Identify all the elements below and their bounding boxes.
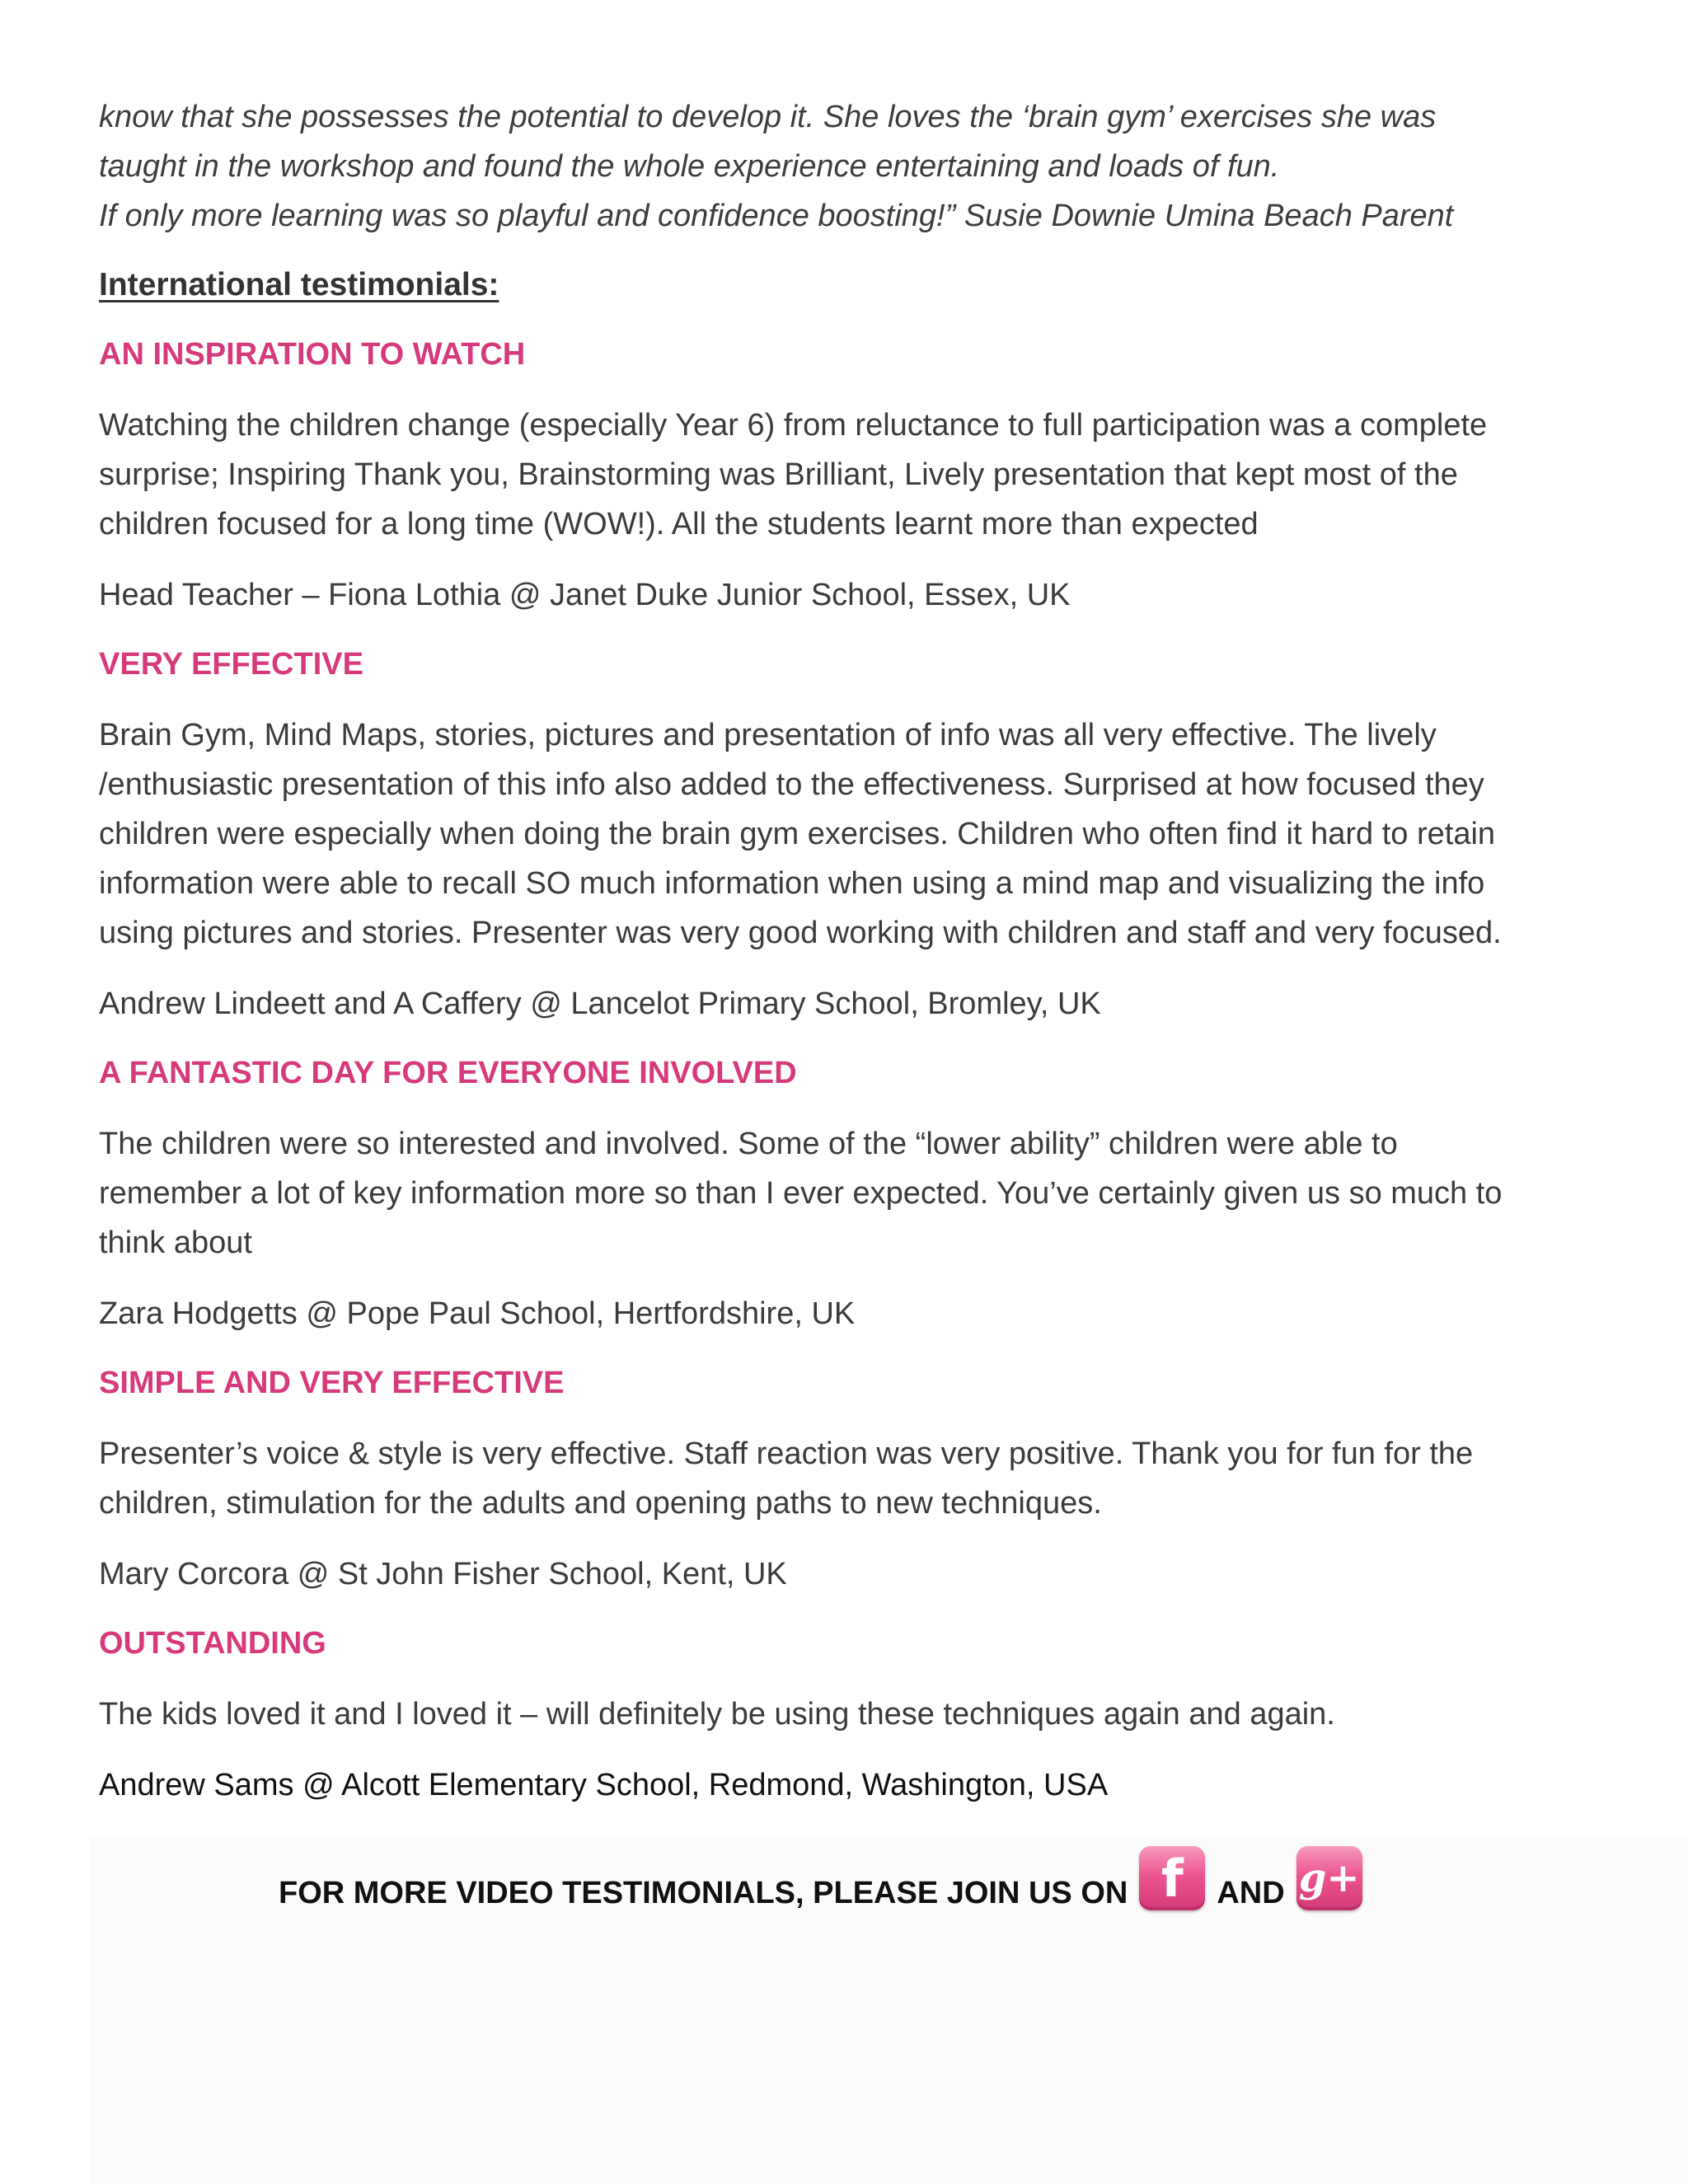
testimonial-line: think about: [99, 1226, 252, 1260]
testimonial-title: A FANTASTIC DAY FOR EVERYONE INVOLVED: [99, 1056, 797, 1090]
testimonial-line: /enthusiastic presentation of this info also added to the effectiveness. Surprised at how focused they: [99, 767, 1484, 802]
testimonial-body: [99, 710, 1607, 958]
testimonial-body: [99, 1429, 1607, 1528]
testimonial-author: Head Teacher – Fiona Lothia @ Janet Duke Junior School, Essex, UK: [99, 578, 1071, 612]
testimonial-title: OUTSTANDING: [99, 1626, 326, 1661]
google-plus-icon[interactable]: g+: [1296, 1846, 1362, 1910]
testimonial-author: Zara Hodgetts @ Pope Paul School, Hertfordshire, UK: [99, 1296, 856, 1331]
testimonial-line: The kids loved it and I loved it – will definitely be using these techniques again and again.: [99, 1697, 1335, 1732]
testimonial-body: [99, 1690, 1607, 1739]
testimonial-line: Brain Gym, Mind Maps, stories, pictures and presentation of info was all very effective. The lively: [99, 718, 1437, 752]
testimonial-body: [99, 1119, 1607, 1268]
cta-and-text: AND: [1217, 1875, 1285, 1910]
testimonial-line: children, stimulation for the adults and opening paths to new techniques.: [99, 1486, 1102, 1521]
testimonial-title: SIMPLE AND VERY EFFECTIVE: [99, 1366, 565, 1400]
testimonial-line: Watching the children change (especially Year 6) from reluctance to full participation was a complete: [99, 408, 1488, 443]
testimonial-body: [99, 401, 1607, 549]
testimonial-author: Andrew Lindeett and A Caffery @ Lancelot Primary School, Bromley, UK: [99, 987, 1101, 1021]
testimonial-line: Presenter’s voice & style is very effective. Staff reaction was very positive. Thank you for fun for the: [99, 1436, 1474, 1471]
testimonial-line: The children were so interested and involved. Some of the “lower ability” children were able to: [99, 1127, 1398, 1161]
intro-quote: [99, 92, 1607, 241]
intro-line: know that she possesses the potential to develop it. She loves the ‘brain gym’ exercises she was: [99, 100, 1437, 134]
section-heading: International testimonials:: [99, 267, 499, 302]
intro-line: taught in the workshop and found the whole experience entertaining and loads of fun.: [99, 149, 1280, 184]
testimonial-author: Andrew Sams @ Alcott Elementary School, Redmond, Washington, USA: [99, 1768, 1109, 1802]
testimonial-title: AN INSPIRATION TO WATCH: [99, 337, 526, 372]
testimonial-line: using pictures and stories. Presenter was very good working with children and staff and very focused.: [99, 916, 1502, 950]
testimonial-author: Mary Corcora @ St John Fisher School, Kent, UK: [99, 1557, 787, 1591]
testimonial-line: children were especially when doing the brain gym exercises. Children who often find it hard to retain: [99, 817, 1496, 851]
facebook-icon[interactable]: f: [1139, 1846, 1205, 1910]
testimonial-title: VERY EFFECTIVE: [99, 647, 363, 682]
cta-text: FOR MORE VIDEO TESTIMONIALS, PLEASE JOIN US ON: [279, 1875, 1128, 1910]
testimonial-line: information were able to recall SO much information when using a mind map and visualizing the info: [99, 866, 1485, 901]
testimonial-line: children focused for a long time (WOW!). All the students learnt more than expected: [99, 507, 1259, 541]
social-cta: [279, 1848, 1374, 1930]
testimonial-line: surprise; Inspiring Thank you, Brainstorming was Brilliant, Lively presentation that kept most of the: [99, 457, 1458, 492]
page-content: [99, 92, 1607, 1810]
intro-line: If only more learning was so playful and confidence boosting!” Susie Downie Umina Beach Parent: [99, 199, 1454, 233]
testimonial-line: remember a lot of key information more so than I ever expected. You’ve certainly given us so much to: [99, 1176, 1503, 1211]
